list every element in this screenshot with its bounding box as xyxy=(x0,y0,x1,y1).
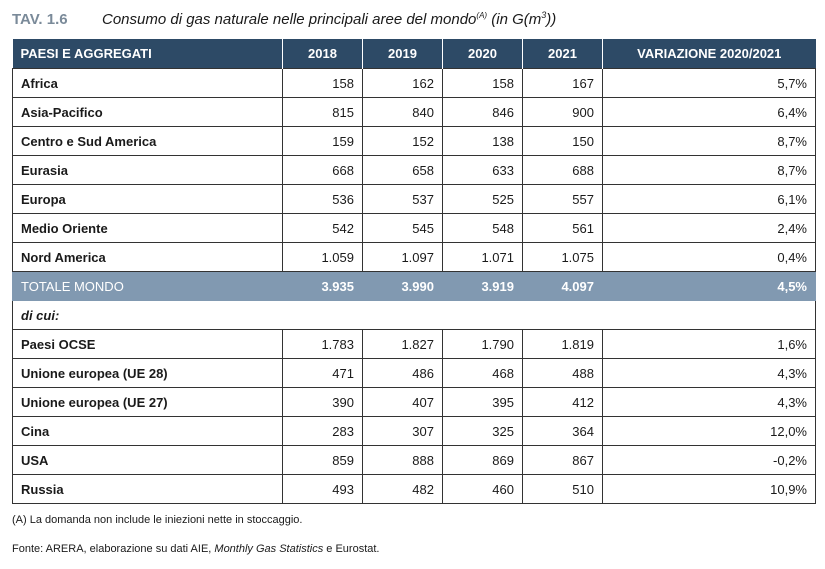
row-value: 1.827 xyxy=(363,330,443,359)
row-value: 283 xyxy=(283,417,363,446)
table-title xyxy=(102,10,556,28)
row-value: 4,3% xyxy=(603,388,816,417)
row-value: 668 xyxy=(283,156,363,185)
row-value: 688 xyxy=(523,156,603,185)
row-value: 307 xyxy=(363,417,443,446)
row-value: 3.935 xyxy=(283,272,363,301)
row-value: 525 xyxy=(443,185,523,214)
row-value: 5,7% xyxy=(603,69,816,98)
row-value: 4,3% xyxy=(603,359,816,388)
row-value: 561 xyxy=(523,214,603,243)
footnote: (A) La domanda non include le iniezioni nette in stoccaggio. xyxy=(12,514,303,526)
table-row xyxy=(13,417,816,446)
subheading-label: di cui: xyxy=(13,301,816,330)
row-value: 158 xyxy=(283,69,363,98)
col-header-2021: 2021 xyxy=(523,39,603,69)
row-value: 1.819 xyxy=(523,330,603,359)
table-row xyxy=(13,330,816,359)
gas-consumption-table xyxy=(12,39,816,504)
total-row xyxy=(13,272,816,301)
row-value: 4,5% xyxy=(603,272,816,301)
row-value: 846 xyxy=(443,98,523,127)
table-row xyxy=(13,359,816,388)
row-value: 1.790 xyxy=(443,330,523,359)
source-publication: Monthly Gas Statistics xyxy=(214,543,324,555)
row-label: USA xyxy=(13,446,283,475)
table-row xyxy=(13,127,816,156)
col-header-2018: 2018 xyxy=(283,39,363,69)
row-value: 815 xyxy=(283,98,363,127)
row-value: 867 xyxy=(523,446,603,475)
row-value: 557 xyxy=(523,185,603,214)
row-label: Unione europea (UE 28) xyxy=(13,359,283,388)
row-value: 1,6% xyxy=(603,330,816,359)
table-row xyxy=(13,475,816,504)
row-label: Paesi OCSE xyxy=(13,330,283,359)
row-value: -0,2% xyxy=(603,446,816,475)
row-value: 869 xyxy=(443,446,523,475)
row-label: Centro e Sud America xyxy=(13,127,283,156)
source-text: Fonte: ARERA, elaborazione su dati AIE, xyxy=(12,543,215,555)
row-value: 486 xyxy=(363,359,443,388)
row-value: 390 xyxy=(283,388,363,417)
table-row xyxy=(13,446,816,475)
table-number: TAV. 1.6 xyxy=(12,10,68,28)
table-caption xyxy=(12,8,556,30)
row-value: 900 xyxy=(523,98,603,127)
row-value: 8,7% xyxy=(603,156,816,185)
row-value: 0,4% xyxy=(603,243,816,272)
row-label: Europa xyxy=(13,185,283,214)
row-label: Nord America xyxy=(13,243,283,272)
row-value: 537 xyxy=(363,185,443,214)
table-row xyxy=(13,69,816,98)
title-footnote-marker: (A) xyxy=(476,11,488,20)
title-unit: (in G(m xyxy=(487,11,542,28)
row-value: 460 xyxy=(443,475,523,504)
row-value: 10,9% xyxy=(603,475,816,504)
row-value: 2,4% xyxy=(603,214,816,243)
row-value: 471 xyxy=(283,359,363,388)
row-value: 1.783 xyxy=(283,330,363,359)
row-value: 395 xyxy=(443,388,523,417)
row-value: 325 xyxy=(443,417,523,446)
row-value: 468 xyxy=(443,359,523,388)
row-label: Eurasia xyxy=(13,156,283,185)
title-text: Consumo di gas naturale nelle principali aree del mondo xyxy=(102,11,477,28)
header-row xyxy=(13,39,816,69)
col-header-region: PAESI E AGGREGATI xyxy=(13,39,283,69)
table-row xyxy=(13,156,816,185)
row-label: Unione europea (UE 27) xyxy=(13,388,283,417)
row-value: 488 xyxy=(523,359,603,388)
table-row xyxy=(13,243,816,272)
table-row xyxy=(13,214,816,243)
col-header-variation: VARIAZIONE 2020/2021 xyxy=(603,39,816,69)
row-value: 545 xyxy=(363,214,443,243)
row-value: 12,0% xyxy=(603,417,816,446)
row-value: 412 xyxy=(523,388,603,417)
row-value: 548 xyxy=(443,214,523,243)
row-value: 493 xyxy=(283,475,363,504)
row-value: 542 xyxy=(283,214,363,243)
row-value: 536 xyxy=(283,185,363,214)
row-value: 6,1% xyxy=(603,185,816,214)
row-value: 840 xyxy=(363,98,443,127)
row-value: 3.919 xyxy=(443,272,523,301)
row-label: Africa xyxy=(13,69,283,98)
row-value: 633 xyxy=(443,156,523,185)
row-label: TOTALE MONDO xyxy=(13,272,283,301)
table-body xyxy=(13,69,816,504)
row-value: 1.097 xyxy=(363,243,443,272)
source-text-end: e Eurostat. xyxy=(323,543,380,555)
row-value: 8,7% xyxy=(603,127,816,156)
row-value: 162 xyxy=(363,69,443,98)
col-header-2019: 2019 xyxy=(363,39,443,69)
col-header-2020: 2020 xyxy=(443,39,523,69)
table-row xyxy=(13,388,816,417)
row-value: 4.097 xyxy=(523,272,603,301)
table-row xyxy=(13,185,816,214)
row-value: 1.059 xyxy=(283,243,363,272)
row-value: 152 xyxy=(363,127,443,156)
row-value: 150 xyxy=(523,127,603,156)
row-value: 482 xyxy=(363,475,443,504)
row-value: 407 xyxy=(363,388,443,417)
row-label: Medio Oriente xyxy=(13,214,283,243)
table-row xyxy=(13,98,816,127)
row-value: 159 xyxy=(283,127,363,156)
row-value: 3.990 xyxy=(363,272,443,301)
row-label: Cina xyxy=(13,417,283,446)
row-value: 859 xyxy=(283,446,363,475)
row-value: 364 xyxy=(523,417,603,446)
row-value: 1.075 xyxy=(523,243,603,272)
row-value: 138 xyxy=(443,127,523,156)
row-value: 158 xyxy=(443,69,523,98)
row-value: 510 xyxy=(523,475,603,504)
title-unit-exponent: 3 xyxy=(541,10,547,20)
row-value: 167 xyxy=(523,69,603,98)
row-value: 6,4% xyxy=(603,98,816,127)
row-value: 888 xyxy=(363,446,443,475)
title-unit-close: )) xyxy=(546,11,557,28)
row-label: Russia xyxy=(13,475,283,504)
row-label: Asia-Pacifico xyxy=(13,98,283,127)
row-value: 1.071 xyxy=(443,243,523,272)
row-value: 658 xyxy=(363,156,443,185)
subheading-row xyxy=(13,301,816,330)
source-note xyxy=(12,543,380,555)
